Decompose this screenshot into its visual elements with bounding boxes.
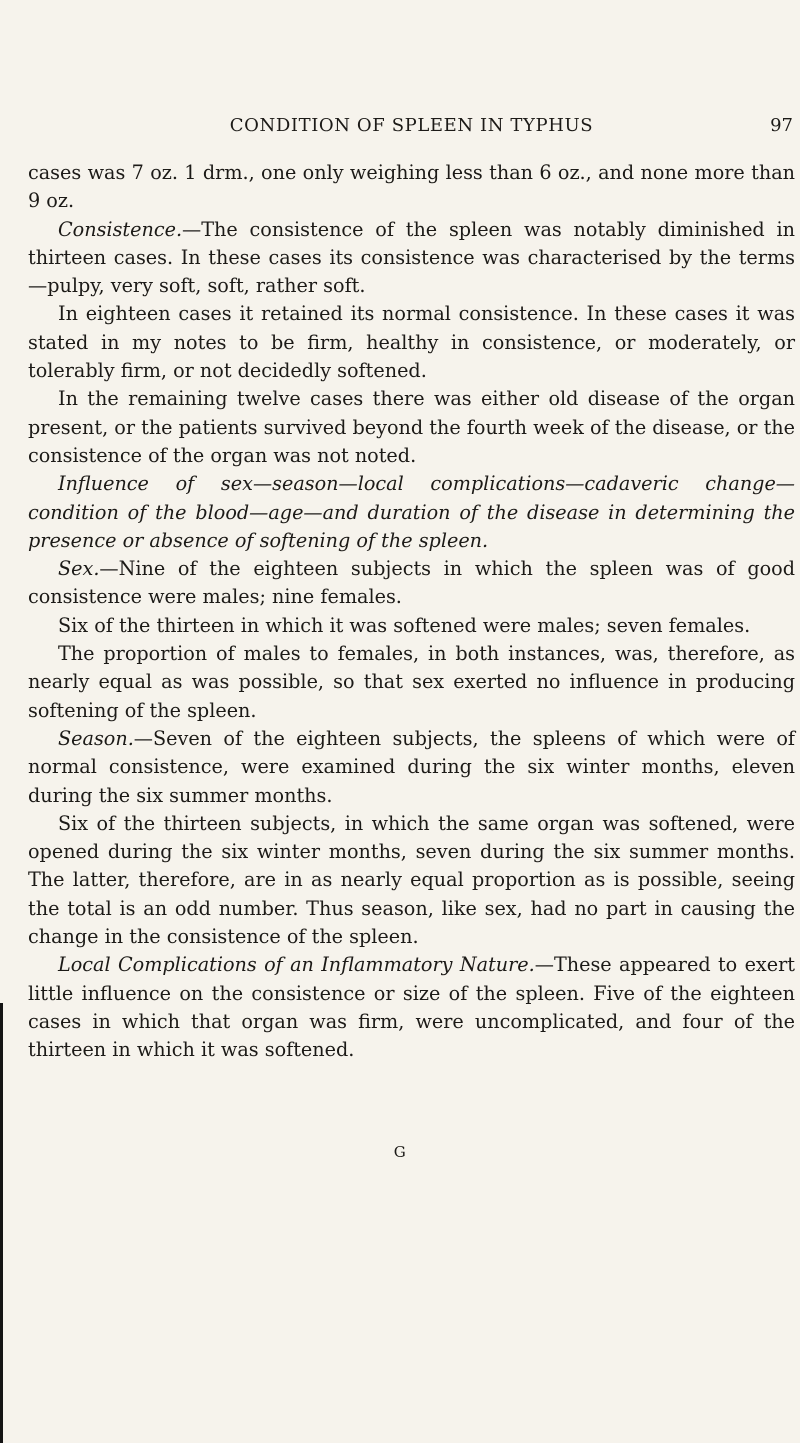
paragraph-text: —The consistence of the spleen was notably diminished in thirteen cases. In these cases its consistence was characterised by the terms—pulpy, very soft, soft, rather soft. xyxy=(28,217,795,298)
running-header xyxy=(28,115,795,145)
page-left-edge-shadow xyxy=(0,1003,3,1443)
paragraph xyxy=(28,216,795,301)
signature-mark: G xyxy=(393,1143,407,1161)
paragraph xyxy=(28,159,795,216)
paragraph xyxy=(28,385,795,470)
section-heading xyxy=(28,470,795,555)
paragraph-text: —These appeared to exert little influence on the consistence or size of the spleen. Five of the eighteen cases in which that organ was firm, were uncomplicated, and four of the thirteen in which it was softened. xyxy=(28,953,795,1062)
paragraph xyxy=(28,612,795,640)
paragraph-text: cases was 7 oz. 1 drm., one only weighing less than 6 oz., and none more than 9 oz. xyxy=(28,161,795,213)
paragraph xyxy=(28,810,795,951)
paragraph-lead: Season. xyxy=(58,726,134,750)
paragraph-text: Six of the thirteen subjects, in which the same organ was softened, were opened during the six winter months, seven during the six summer months. The latter, therefore, are in as nearly equal proportion as is possible, seeing the total is an odd number. Thus season, like sex, had no part in causing the change in the consistence of the spleen. xyxy=(28,811,795,949)
paragraph-text: Six of the thirteen in which it was softened were males; seven females. xyxy=(58,613,751,637)
paragraph-text: In eighteen cases it retained its normal consistence. In these cases it was stated in my notes to be firm, healthy in consistence, or moderately, or tolerably firm, or not decidedly softened. xyxy=(28,302,795,383)
page-number: 97 xyxy=(770,115,793,136)
paragraph-lead: Sex. xyxy=(58,557,100,581)
paragraph-text: In the remaining twelve cases there was either old disease of the organ present, or the patients survived beyond the fourth week of the disease, or the consistence of the organ was not noted. xyxy=(28,387,795,467)
paragraph-text: —Nine of the eighteen subjects in which the spleen was of good consistence were males; nine females. xyxy=(28,557,795,609)
paragraph-lead: Local Complications of an Inflammatory Nature. xyxy=(58,953,535,977)
body-text xyxy=(28,159,795,1065)
paragraph-lead: Consistence. xyxy=(58,217,183,241)
paragraph xyxy=(28,951,795,1064)
paragraph xyxy=(28,300,795,385)
paragraph-lead: Influence of sex—season—local complications—cadaveric change—condition of the blood—age—and duration of the disease in determining the presence or absence of softening of the spleen. xyxy=(28,472,795,552)
paragraph xyxy=(28,640,795,725)
running-header-title: CONDITION OF SPLEEN IN TYPHUS xyxy=(229,115,594,136)
paragraph xyxy=(28,725,795,810)
paragraph xyxy=(28,555,795,612)
paragraph-text: The proportion of males to females, in both instances, was, therefore, as nearly equal as was possible, so that sex exerted no influence in producing softening of the spleen. xyxy=(28,642,795,722)
paragraph-text: —Seven of the eighteen subjects, the spleens of which were of normal consistence, were examined during the six winter months, eleven during the six summer months. xyxy=(28,726,795,807)
